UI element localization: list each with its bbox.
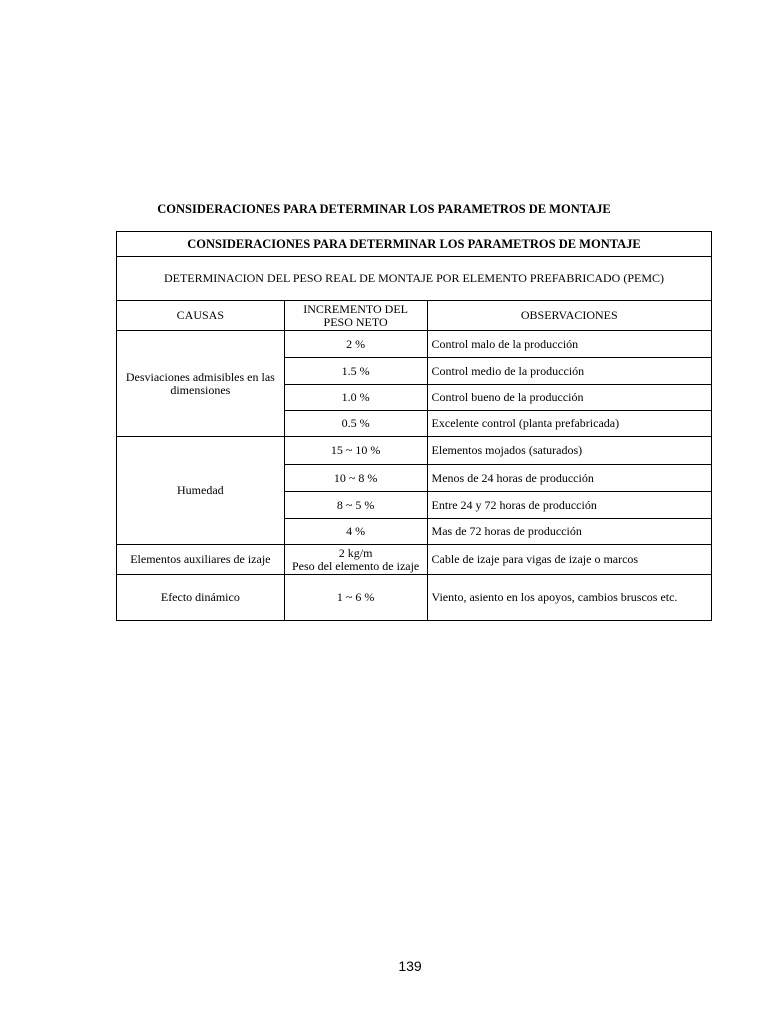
observacion-cell: Menos de 24 horas de producción bbox=[427, 465, 711, 492]
incremento-cell: 1 ~ 6 % bbox=[284, 575, 427, 621]
header-causas: CAUSAS bbox=[117, 301, 285, 331]
incremento-cell: 1.0 % bbox=[284, 385, 427, 411]
causa-cell: Desviaciones admisibles en las dimensiones bbox=[117, 331, 285, 437]
table-row bbox=[117, 437, 712, 465]
observacion-cell: Control medio de la producción bbox=[427, 358, 711, 385]
header-observaciones: OBSERVACIONES bbox=[427, 301, 711, 331]
table-title: CONSIDERACIONES PARA DETERMINAR LOS PARAMETROS DE MONTAJE bbox=[117, 232, 712, 257]
observacion-cell: Control bueno de la producción bbox=[427, 385, 711, 411]
observacion-cell: Mas de 72 horas de producción bbox=[427, 519, 711, 545]
causa-cell: Elementos auxiliares de izaje bbox=[117, 545, 285, 575]
incremento-cell: 8 ~ 5 % bbox=[284, 492, 427, 519]
incremento-cell: 1.5 % bbox=[284, 358, 427, 385]
header-incremento-line2: PESO NETO bbox=[323, 314, 388, 329]
table-row bbox=[117, 575, 712, 621]
incremento-cell: 15 ~ 10 % bbox=[284, 437, 427, 465]
header-incremento-line1: INCREMENTO DEL bbox=[303, 301, 408, 316]
table-subtitle: DETERMINACION DEL PESO REAL DE MONTAJE POR ELEMENTO PREFABRICADO (PEMC) bbox=[117, 257, 712, 301]
observacion-cell: Viento, asiento en los apoyos, cambios bruscos etc. bbox=[427, 575, 711, 621]
page-title: CONSIDERACIONES PARA DETERMINAR LOS PARAMETROS DE MONTAJE bbox=[157, 202, 611, 216]
causa-cell: Humedad bbox=[117, 437, 285, 545]
header-incremento bbox=[284, 301, 427, 331]
incremento-cell: 2 % bbox=[284, 331, 427, 358]
incremento-line2: Peso del elemento de izaje bbox=[291, 558, 420, 573]
observacion-cell: Cable de izaje para vigas de izaje o marcos bbox=[427, 545, 711, 575]
incremento-cell: 4 % bbox=[284, 519, 427, 545]
table-subtitle-row bbox=[117, 257, 712, 301]
observacion-cell: Elementos mojados (saturados) bbox=[427, 437, 711, 465]
parameters-table bbox=[116, 231, 712, 621]
table-title-row bbox=[117, 232, 712, 257]
table-row bbox=[117, 331, 712, 358]
page-number: 139 bbox=[398, 958, 422, 974]
incremento-cell bbox=[284, 545, 427, 575]
incremento-cell: 10 ~ 8 % bbox=[284, 465, 427, 492]
causa-cell: Efecto dinámico bbox=[117, 575, 285, 621]
incremento-cell: 0.5 % bbox=[284, 411, 427, 437]
observacion-cell: Control malo de la producción bbox=[427, 331, 711, 358]
table-row bbox=[117, 545, 712, 575]
observacion-cell: Entre 24 y 72 horas de producción bbox=[427, 492, 711, 519]
observacion-cell: Excelente control (planta prefabricada) bbox=[427, 411, 711, 437]
incremento-line1: 2 kg/m bbox=[338, 545, 373, 560]
table-header-row bbox=[117, 301, 712, 331]
